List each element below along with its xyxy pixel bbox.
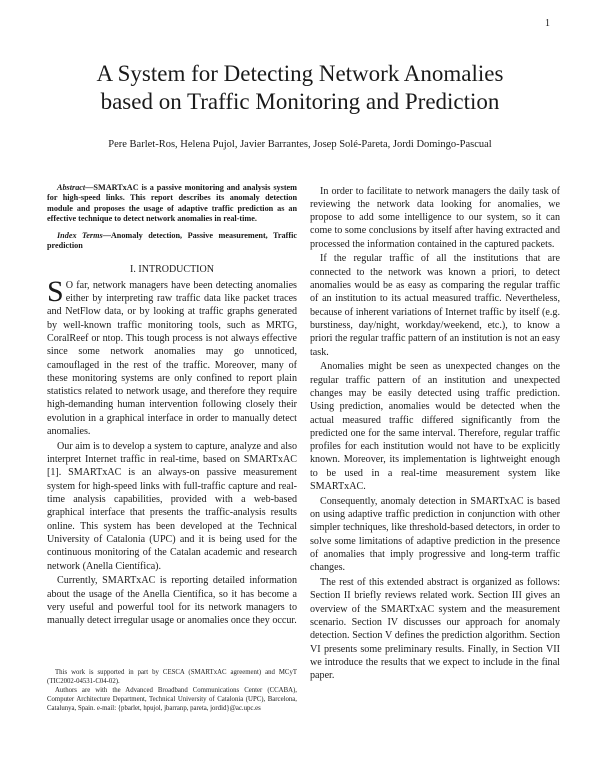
paragraph-8: The rest of this extended abstract is organized as follows: Section II briefly reviews related work. Section III gives an overview of the SMARTxAC system and the measurement scenario. Section IV discusses our approach for anomaly detection. Section V defines the prediction algorithm. Section VI presents some preliminary results. Finally, in Section VII we introduce the results that we expect to include in the final paper. — [310, 577, 560, 682]
paragraph-7: Consequently, anomaly detection in SMARTxAC is based on using adaptive traffic prediction in conjunction with other simpler techniques, like threshold-based detectors, in order to solve some limitations of adaptive prediction in the presence of anomalies that imply progressive and long-term traffic changes. — [310, 495, 560, 574]
abstract-lead: Abstract — [57, 183, 86, 192]
paragraph-2: Our aim is to develop a system to capture, analyze and also interpret Internet traffic in real-time, based on SMARTxAC [1]. SMARTxAC is an always-on passive measurement system for high-speed links with full-traffic capture and real-time analysis capabilities, provided with a web-based graphical interface that presents the traffic-analysis results online. This system has been developed at the Technical University of Catalonia (UPC) and it is being used for the continuous monitoring of the Catalan academic and research network (Anella Científica). — [47, 440, 297, 572]
section-first-letter: I — [138, 263, 142, 275]
paragraph-6: Anomalies might be seen as unexpected changes on the regular traffic pattern of an institution and unexpected changes may be easily detected using traffic prediction. Using prediction, anomalies would be detected when the actual measured traffic differed significantly from the predicted one for the same interval. Therefore, regular traffic profiles for each institution would not have to be explicitly known. Moreover, its implementation is lightweight enough to be used in a real-time measurement system like SMARTxAC. — [310, 361, 560, 493]
index-terms-text: —Anomaly detection, Passive measurement, Traffic prediction — [47, 231, 297, 251]
footnote-funding: This work is supported in part by CESCA (SMARTxAC agreement) and MCyT (TIC2002-04531-C04-02). — [47, 669, 297, 686]
paragraph-1 — [47, 274, 297, 439]
left-column — [47, 183, 297, 628]
abstract — [47, 183, 297, 224]
title-line-1: A System for Detecting Network Anomalies — [96, 61, 504, 86]
right-column — [310, 183, 560, 682]
section-numeral: I. — [130, 263, 136, 275]
abstract-text: —SMARTxAC is a passive monitoring and analysis system for high-speed links. This report describes its anomaly detection module and proposes the usage of adaptive traffic prediction as an effective technique to detect network anomalies in real-time. — [47, 183, 297, 223]
paragraph-5: If the regular traffic of all the institutions that are connected to the network was known a priori, to detect anomalies would be as easy as comparing the regular traffic of an institution to its actual measured traffic. Nevertheless, because of inherent variations of Internet traffic by itself (e.g. burstiness, day/night, workday/weekend, etc.), to know a priori the regular traffic pattern of an institution is not an easy task. — [310, 253, 560, 358]
authors-line: Pere Barlet-Ros, Helena Pujol, Javier Barrantes, Josep Solé-Pareta, Jordi Domingo-Pascual — [108, 139, 492, 150]
index-terms-lead: Index Terms — [57, 231, 103, 241]
page-number: 1 — [545, 18, 550, 29]
drop-cap: S — [47, 274, 64, 308]
paper-title — [40, 60, 560, 116]
paragraph-3: Currently, SMARTxAC is reporting detailed information about the usage of the Anella Científica, so it has become a very useful and powerful tool for its network managers to manually detect irregular usage or anomalies once they occur. — [47, 575, 297, 627]
paragraph-1-text: O far, network managers have been detecting anomalies either by interpreting raw traffic data like packet traces and NetFlow data, or by looking at traffic graphs generated by well-known traffic monitoring tools, such as MRTG, CoralReef or ntop. This tough process is not always effective since some network anomalies may go unnoticed, camouflaged in the rest of the traffic. Moreover, many of these monitoring systems are only confined to report plain statistics related to network usage, and therefore they require high-demanding human intervention following closely their evolution in a graphical interface in order to manually detect anomalies. — [47, 279, 297, 438]
section-title-rest: NTRODUCTION — [141, 263, 214, 275]
paragraph-4: In order to facilitate to network managers the daily task of reviewing the network data looking for anomalies, we propose to add some intelligence to our system, so it can come to some conclusions by itself after having extracted and processed the information contained in the captured packets. — [310, 185, 560, 250]
title-line-2: based on Traffic Monitoring and Prediction — [100, 89, 500, 114]
footnotes — [47, 668, 297, 713]
footnote-affiliation: Authors are with the Advanced Broadband Communications Center (CCABA), Computer Architecture Department, Technical University of Catalonia (UPC), Barcelona, Catalunya, Spain. e-mail: {pbarlet, hpujol, jbarranp, pareta, jordid}@ac.upc.es — [47, 687, 297, 713]
index-terms — [47, 231, 297, 252]
section-heading-introduction — [47, 264, 297, 275]
